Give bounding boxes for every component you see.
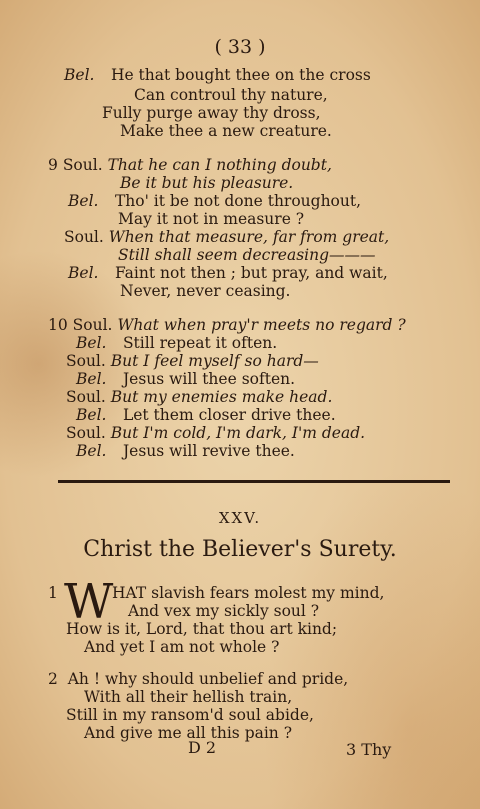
verse-number: 2 <box>48 670 58 688</box>
speaker-label: Bel. <box>68 192 99 210</box>
stanza-line <box>66 424 365 442</box>
stanza-line: Fully purge away thy dross, <box>102 104 321 122</box>
verse-line: Still in my ransom'd soul abide, <box>66 706 314 724</box>
speaker-label: Bel. <box>76 370 107 388</box>
stanza-line <box>48 156 332 174</box>
verse-text: Tho' it be not done throughout, <box>114 192 362 210</box>
stanza-line <box>48 316 406 334</box>
stanza-line <box>76 334 277 352</box>
speaker-label: Bel. <box>76 406 107 424</box>
verse-line <box>48 670 348 688</box>
verse-text: But I'm cold, I'm dark, I'm dead. <box>110 424 366 442</box>
stanza-line <box>76 442 295 460</box>
verse-text: Jesus will revive thee. <box>122 442 295 460</box>
speaker-label: Bel. <box>76 442 107 460</box>
stanza-line <box>76 370 295 388</box>
verse-text: What when pray'r meets no regard ? <box>117 316 406 334</box>
speaker-label: Bel. <box>64 66 95 84</box>
stanza-line <box>66 352 319 370</box>
stanza-line <box>76 406 336 424</box>
hymn-title: Christ the Believer's Surety. <box>83 537 397 562</box>
verse-line: And vex my sickly soul ? <box>128 602 320 620</box>
drop-cap: W <box>64 574 114 630</box>
verse-text: Still repeat it often. <box>122 334 278 352</box>
stanza-line: Make thee a new creature. <box>120 122 332 140</box>
speaker-label: Soul. <box>64 228 104 246</box>
stanza-line <box>66 388 332 406</box>
stanza-line <box>68 264 388 282</box>
verse-text: Let them closer drive thee. <box>122 406 336 424</box>
speaker-label: Soul. <box>62 156 103 174</box>
speaker-label: Soul. <box>66 424 106 442</box>
verse-text: When that measure, far from great, <box>108 228 390 246</box>
verse-line: With all their hellish train, <box>84 688 293 706</box>
verse-text: Faint not then ; but pray, and wait, <box>114 264 388 282</box>
stanza-line: Never, never ceasing. <box>120 282 291 300</box>
speaker-label: Soul. <box>72 316 113 334</box>
stanza-number: 9 <box>48 156 58 174</box>
verse-line: How is it, Lord, that thou art kind; <box>66 620 338 638</box>
catchword: 3 Thy <box>346 740 392 759</box>
verse-text: That he can I nothing doubt, <box>107 156 332 174</box>
verse-text: Ah ! why should unbelief and pride, <box>67 670 349 688</box>
verse-line: HAT slavish fears molest my mind, <box>112 584 385 602</box>
stanza-number: 10 <box>48 316 68 334</box>
verse-text: Jesus will thee soften. <box>122 370 296 388</box>
stanza-line <box>64 228 389 246</box>
verse-text: He that bought thee on the cross <box>110 66 371 84</box>
signature-mark: D 2 <box>188 738 217 757</box>
stanza-line: Can controul thy nature, <box>134 86 328 104</box>
page-number: ( 33 ) <box>214 36 266 58</box>
stanza-line <box>68 192 361 210</box>
speaker-label: Bel. <box>68 264 99 282</box>
stanza-line: Be it but his pleasure. <box>120 174 294 192</box>
verse-line: And give me all this pain ? <box>84 724 293 742</box>
stanza-line: Still shall seem decreasing——— <box>118 246 376 264</box>
verse-text: But I feel myself so hard— <box>110 352 319 370</box>
verse-number: 1 <box>48 584 58 602</box>
speaker-label: Bel. <box>76 334 107 352</box>
speaker-label: Soul. <box>66 352 106 370</box>
verse-line: And yet I am not whole ? <box>84 638 280 656</box>
hymn-number: XXV. <box>218 509 262 527</box>
stanza-line <box>64 66 371 84</box>
verse-text: But my enemies make head. <box>110 388 333 406</box>
section-divider <box>58 480 450 483</box>
speaker-label: Soul. <box>66 388 106 406</box>
stanza-line: May it not in measure ? <box>118 210 305 228</box>
